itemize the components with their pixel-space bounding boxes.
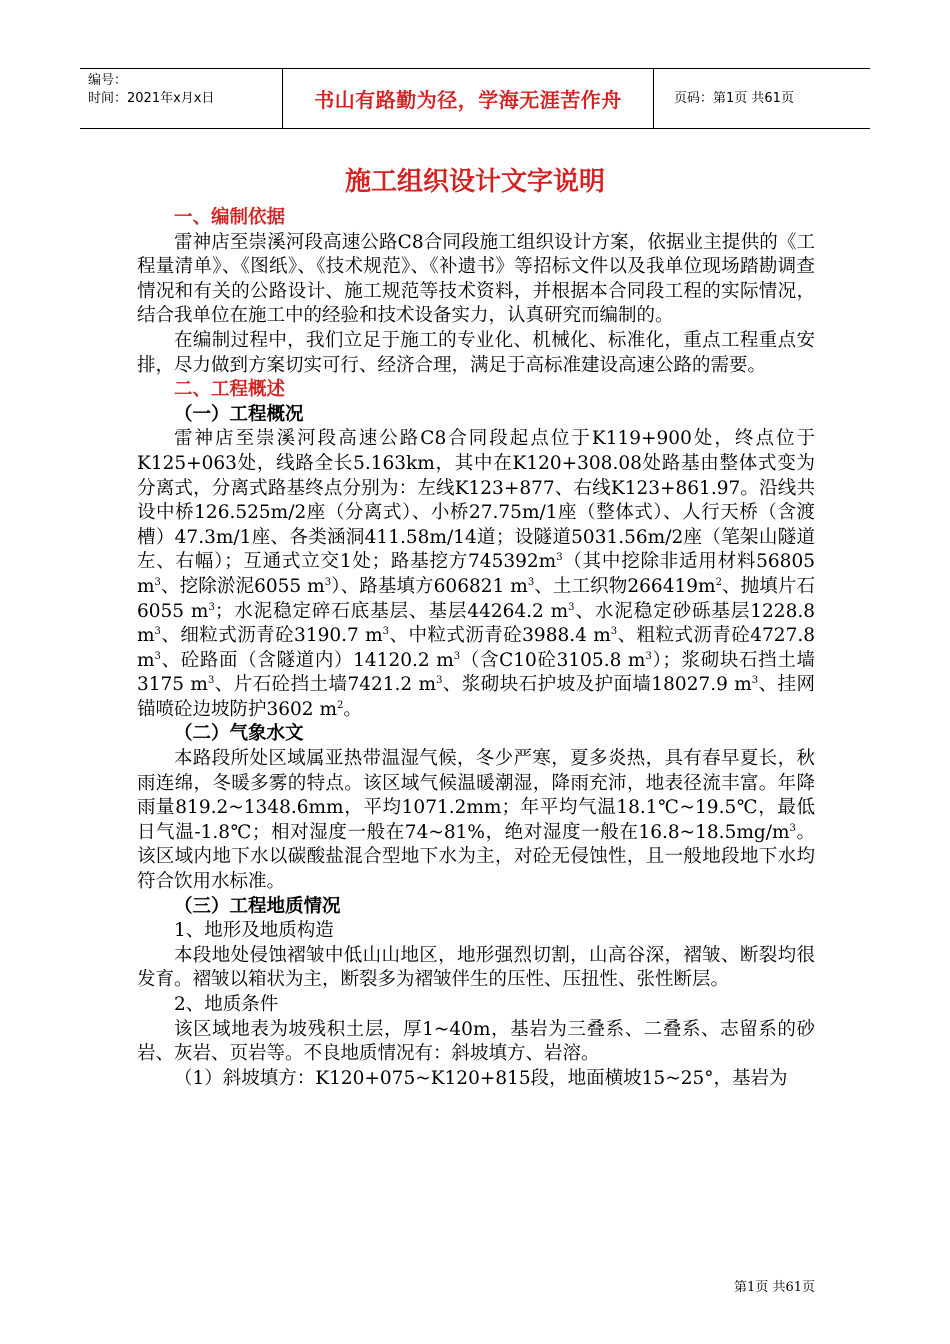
header-table (80, 68, 870, 129)
document-title: 施工组织设计文字说明 (344, 167, 605, 197)
header-motto: 书山有路勤为径，学海无涯苦作舟 (314, 88, 622, 112)
paragraph-slope-fill: （1）斜坡填方：K120+075~K120+815段，地面横坡15~25°，基岩为 (174, 1067, 788, 1089)
section-heading-1: 一、编制依据 (174, 207, 286, 228)
paragraph-terrain: 本段地处侵蚀褶皱中低山山地区，地形强烈切割，山高谷深，褶皱、断裂均很发育。褶皱以箱状为主，断裂多为褶皱伴生的压性、压扭性、张性断层。 (137, 944, 815, 991)
list-item-geology: 2、地质条件 (174, 994, 279, 1015)
list-item-terrain: 1、地形及地质构造 (174, 920, 334, 942)
document-number-label: 编号： (88, 73, 128, 88)
paragraph-basis-2: 在编制过程中，我们立足于施工的专业化、机械化、标准化，重点工程重点安排，尽力做到方案切实可行、经济合理，满足于高标准建设高速公路的需要。 (137, 329, 815, 376)
document-body (137, 206, 815, 1091)
paragraph-project-overview: 雷神店至崇溪河段高速公路C8合同段起点位于K119+900处，终点位于K125+063处，线路全长5.163km，其中在K120+308.08处路基由整体式变为分离式，分离式路基终点分别为：左线K123+877、右线K123+861.97。沿线共设中桥126.525m/2座（分离式）、小桥27.75m/1座（整体式）、人行天桥（含渡槽）47.3m/1座、各类涵洞411.58m/14道；设隧道5031.56m/2座（笔架山隧道左、右幅）；互通式立交1处；路基挖方$745392m^3$（其中挖除非适用材料56805 $m^3$、挖除淤泥6055 $m^3$）、路基填方606821 $m^3$、土工织物$266419m^2$、抛填片石6055 $m^3$；水泥稳定碎石底基层、基层44264.2 $m^3$、水泥稳定砂砾基层1228.8 $m^3$、细粒式沥青砼3190.7 $m^3$、中粒式沥青砼3988.4 $m^3$、粗粒式沥青砼4727.8 $m^3$、砼路面（含隧道内）14120.2 $m^3$（含C10砼3105.8 $m^3$）；浆砌块石挡土墙3175 $m^3$、片石砼挡土墙7421.2 $m^3$、浆砌块石护坡及护面墙18027.9 $m^3$、挂网锚喷砼边坡防护3602 $m^2$。 (137, 428, 816, 720)
subsection-heading-overview: （一）工程概况 (174, 403, 304, 425)
page-footer: 第1页 共61页 (734, 1280, 815, 1295)
paragraph-geology: 该区域地表为坡残积土层，厚1~40m，基岩为三叠系、二叠系、志留系的砂岩、灰岩、页岩等。不良地质情况有：斜坡填方、岩溶。 (137, 1018, 815, 1065)
paragraph-climate: 本路段所处区域属亚热带温湿气候，冬少严寒，夏多炎热，具有春早夏长，秋雨连绵，冬暖多雾的特点。该区域气候温暖潮湿，降雨充沛，地表径流丰富。年降雨量819.2~1348.6mm，平均1071.2mm；年平均气温18.1℃~19.5℃，最低日气温-1.8℃；相对湿度一般在74~81%，绝对湿度一般在$16.8\sim 18.5mg/m^3$。该区域内地下水以碳酸盐混合型地下水为主，对砼无侵蚀性，且一般地段地下水均符合饮用水标准。 (137, 748, 815, 893)
subsection-heading-geology: （三）工程地质情况 (174, 895, 341, 917)
header-meta-cell (80, 69, 280, 128)
subsection-heading-climate: （二）气象水文 (174, 723, 304, 745)
header-motto-cell (282, 69, 654, 128)
paragraph-basis-1: 雷神店至崇溪河段高速公路C8合同段施工组织设计方案，依据业主提供的《工程量清单》、《图纸》、《技术规范》、《补遗书》等招标文件以及我单位现场踏勘调查情况和有关的公路设计、施工规范等技术资料，并根据本合同段工程的实际情况，结合我单位在施工中的经验和技术设备实力，认真研究而编制的。 (137, 231, 815, 327)
section-heading-2: 二、工程概述 (174, 379, 286, 401)
header-page-info: 页码：第1页 共61页 (674, 90, 794, 106)
header-page-cell (664, 69, 870, 128)
document-date: 时间：2021年x月x日 (88, 91, 215, 106)
